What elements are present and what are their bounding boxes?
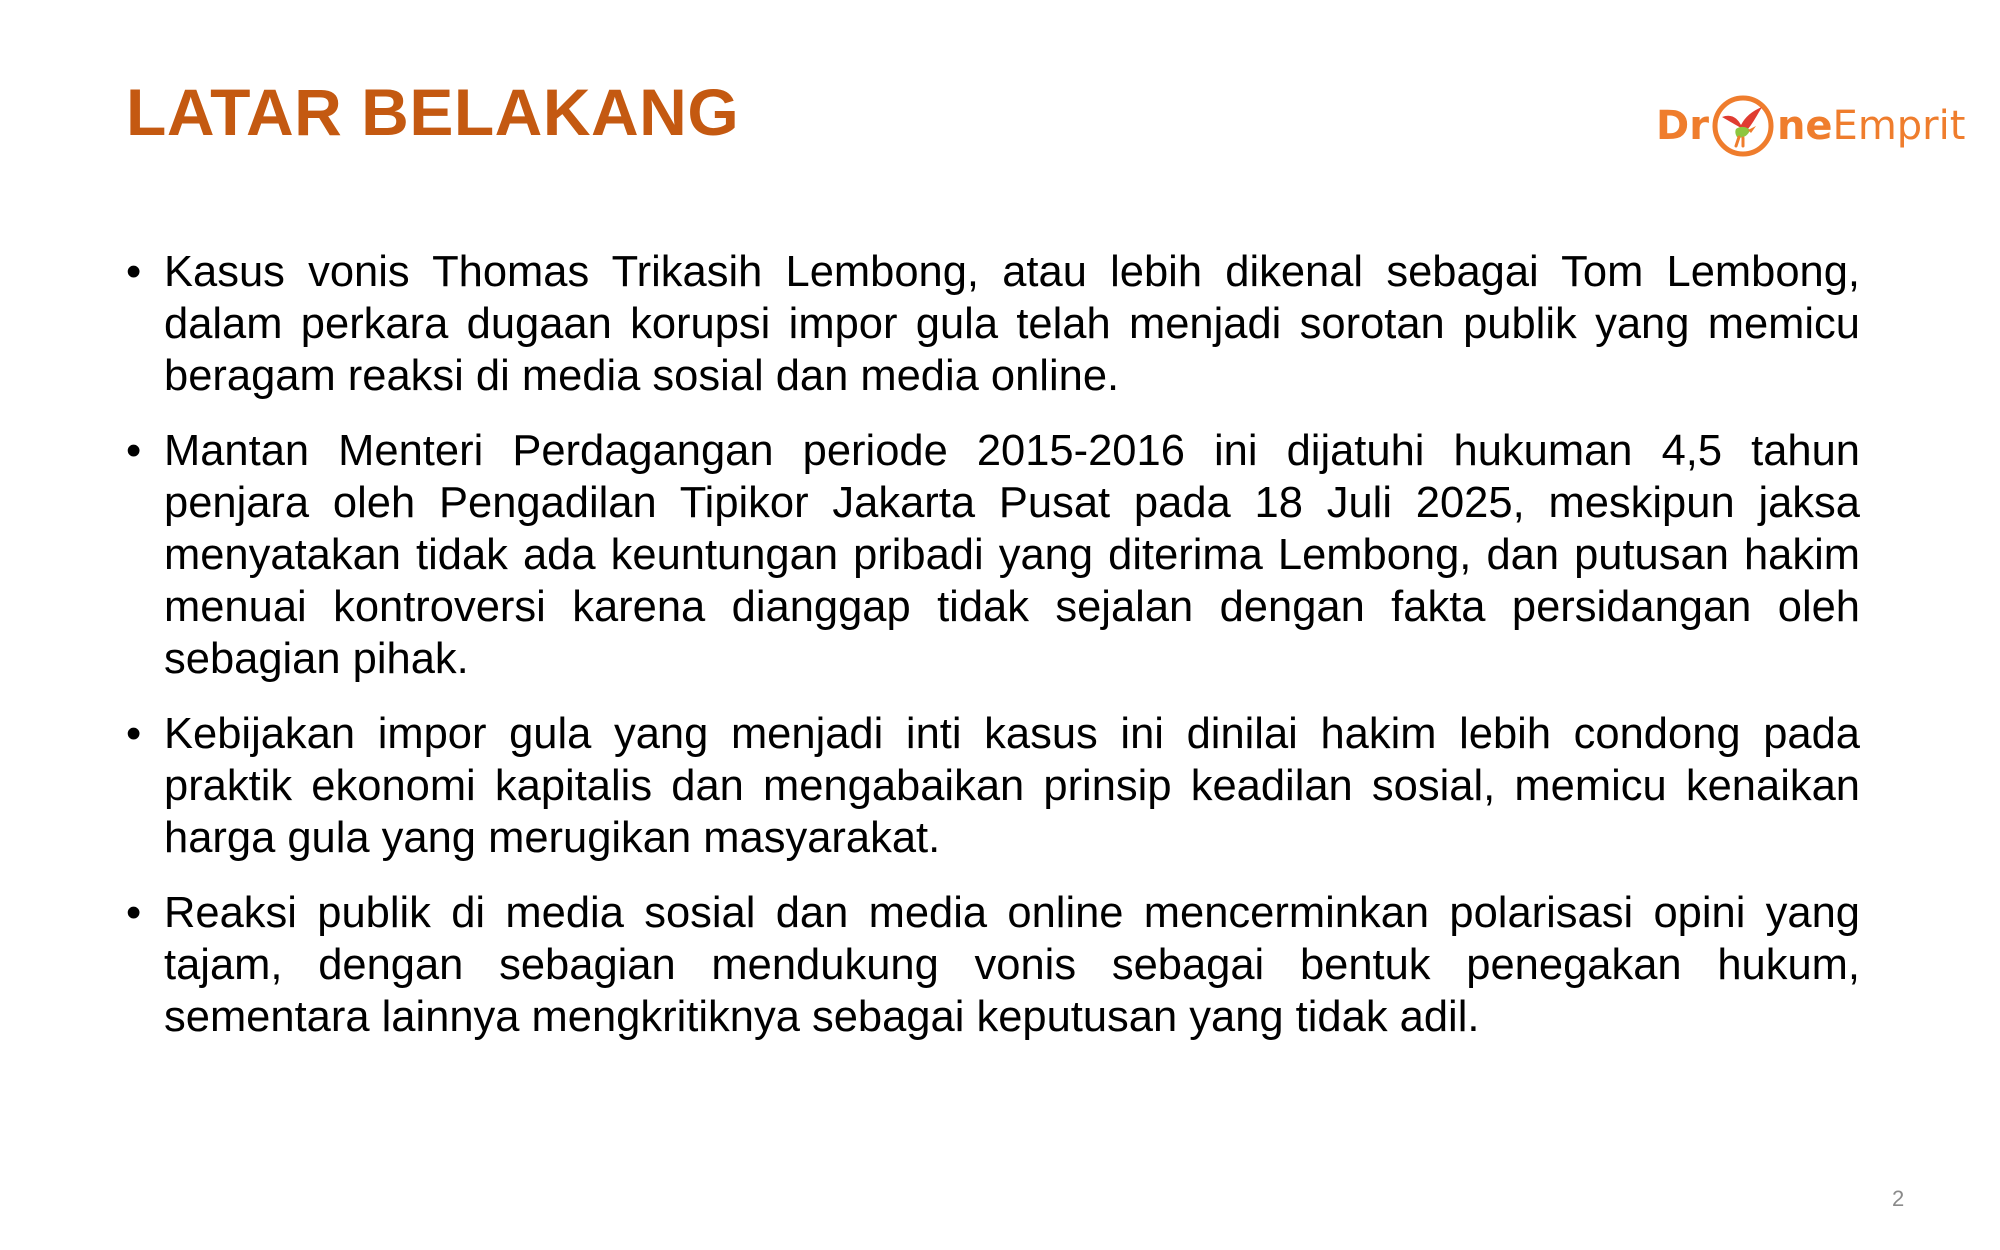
bird-in-circle-icon <box>1710 93 1776 159</box>
bullet-item <box>126 708 1860 864</box>
logo-text-ne: ne <box>1776 103 1833 149</box>
page-number: 2 <box>1892 1186 1905 1211</box>
bullet-text: Reaksi publik di media sosial dan media online mencerminkan polarisasi opini yang tajam, dengan sebagian mendukung vonis sebagai bentuk penegakan hukum, sementara lainnya mengkritiknya sebagai keputusan yang tidak adil. <box>164 889 1860 1041</box>
slide-title: LATAR BELAKANG <box>126 75 740 149</box>
bullet-list <box>126 246 1860 1066</box>
bullet-text: Kasus vonis Thomas Trikasih Lembong, atau lebih dikenal sebagai Tom Lembong, dalam perkara dugaan korupsi impor gula telah menjadi sorotan publik yang memicu beragam reaksi di media sosial dan media online. <box>164 248 1860 400</box>
bullet-text: Mantan Menteri Perdagangan periode 2015-2016 ini dijatuhi hukuman 4,5 tahun penjara oleh Pengadilan Tipikor Jakarta Pusat pada 18 Juli 2025, meskipun jaksa menyatakan tidak ada keuntungan pribadi yang diterima Lembong, dan putusan hakim menuai kontroversi karena dianggap tidak sejalan dengan fakta persidangan oleh sebagian pihak. <box>164 427 1860 683</box>
bullet-marker: • <box>126 427 142 475</box>
bullet-marker: • <box>126 889 142 937</box>
bullet-item <box>126 425 1860 685</box>
drone-emprit-logo <box>1656 86 1966 166</box>
bullet-text: Kebijakan impor gula yang menjadi inti kasus ini dinilai hakim lebih condong pada praktik ekonomi kapitalis dan mengabaikan prinsip keadilan sosial, memicu kenaikan harga gula yang merugikan masyarakat. <box>164 710 1860 862</box>
bullet-marker: • <box>126 248 142 296</box>
logo-text-prefix: Dr <box>1656 103 1709 149</box>
bullet-marker: • <box>126 710 142 758</box>
logo-text-emprit: Emprit <box>1832 103 1966 149</box>
bullet-item <box>126 246 1860 402</box>
bullet-item <box>126 887 1860 1043</box>
